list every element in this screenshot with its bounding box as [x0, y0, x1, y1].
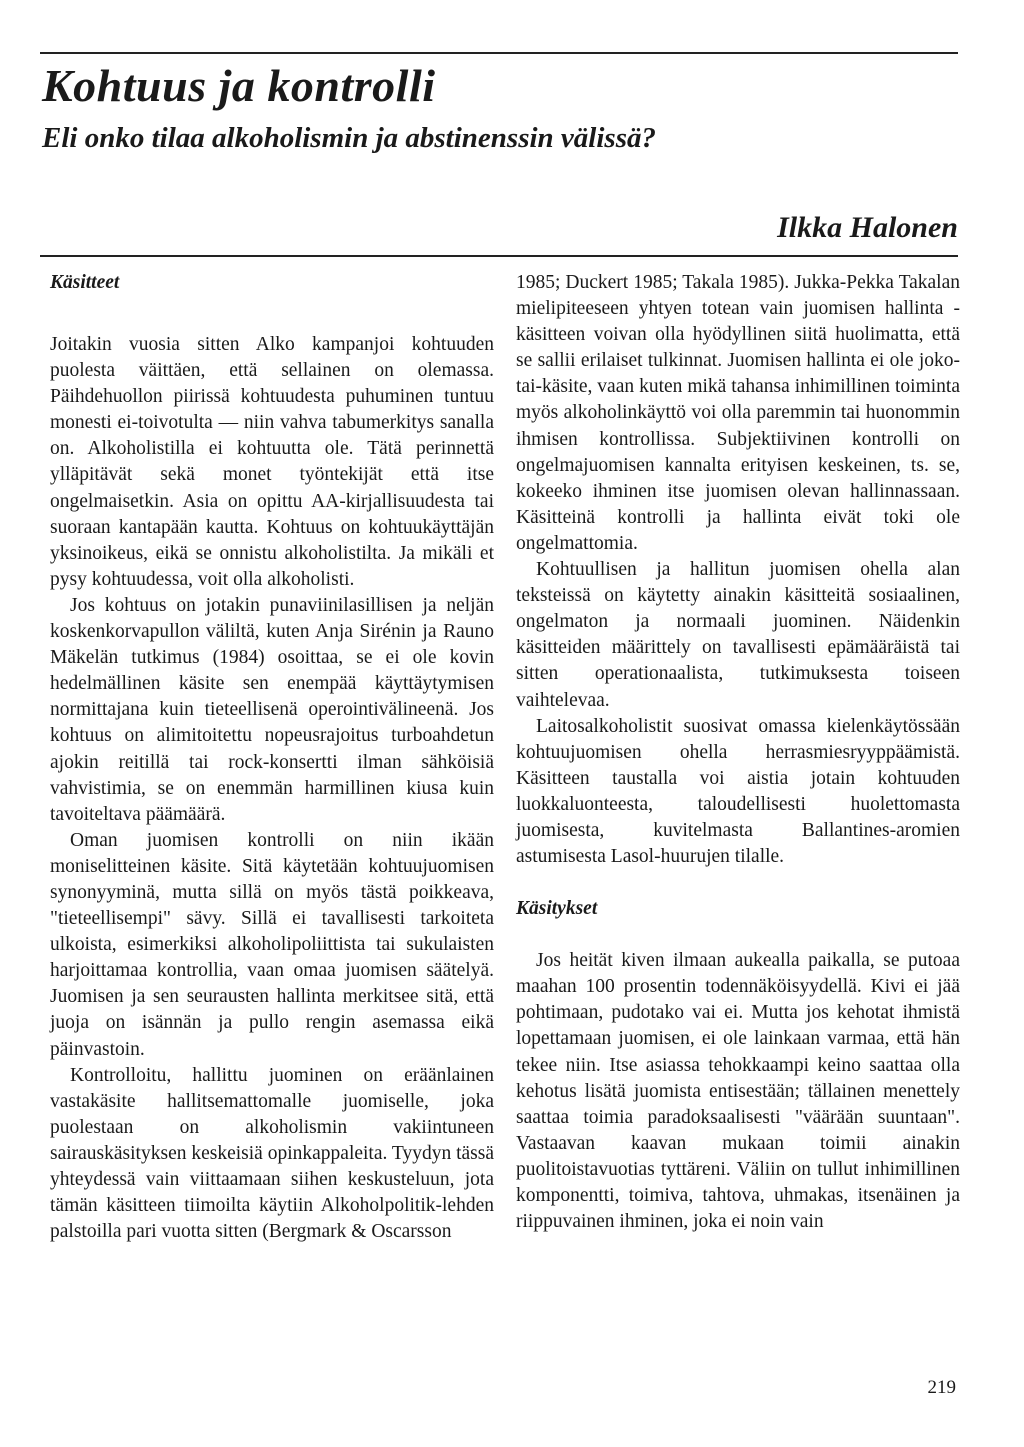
paragraph: Kohtuullisen ja hallitun juomisen ohella alan teksteissä on käytetty ainakin käsitteitä sosiaalinen, ongelmaton ja normaali juominen. Näidenkin käsitteiden määrittely on tavallisesti epämääräistä tai sitten operationaalista, tutkimuksesta toiseen vaihtelevaa.: [516, 559, 960, 711]
header-rule: [40, 255, 958, 257]
section-heading-kasitykset: Käsitykset: [516, 898, 598, 920]
paragraph: Joitakin vuosia sitten Alko kampanjoi kohtuuden puolesta väittäen, että sellainen on olemassa. Päihdehuollon piirissä kohtuudesta puhuminen tuntuu monesti ei-toivotulta — niin vahva tabumerkitys sanalla on. Alkoholistilla ei kohtuutta ole. Tätä perinnettä ylläpitävät sekä monet työntekijät että itse ongelmaisetkin. Asia on opittu AA-kirjallisuudesta tai suoraan kantapään kautta. Kohtuus on kohtuukäyttäjän yksinoikeus, eikä se onnistu alkoholistilta. Ja mikäli et pysy kohtuudessa, voit olla alkoholisti.: [50, 334, 494, 590]
paragraph: Jos heität kiven ilmaan aukealla paikalla, se putoaa maahan 100 prosentin todennäköisyydellä. Kivi ei jää pohtimaan, pudotako vai ei. Mutta jos kehotat ihmistä lopettamaan juomisen, ei ole lainkaan varmaa, että hän tekee niin. Itse asiassa tehokkaampi keino saattaa olla kehotus lisätä juomista entisestään; tällainen menettely saattaa toimia paradoksaalisesti "väärään suuntaan". Vastaavan kaavan mukaan toimii ainakin puolitoistavuotias tyttäreni. Väliin on tullut inhimillinen komponentti, toimiva, tahtova, uhmakas, itsenäinen ja riippuvainen ihminen, joka ei noin vain: [516, 950, 960, 1233]
paragraph: Kontrolloitu, hallittu juominen on eräänlainen vastakäsite hallitsemattomalle juomiselle, joka puolestaan on alkoholismin vakiintuneen sairauskäsityksen keskeisiä opinkappaleita. Tyydyn tässä yhteydessä vain viittaamaan siihen keskusteluun, jota tämän käsitteen tiimoilta käytiin Alkoholpolitik-lehden palstoilla pari vuotta sitten (Bergmark & Oscarsson: [50, 1064, 494, 1243]
article-subtitle: Eli onko tilaa alkoholismin ja abstinenssin välissä?: [42, 122, 656, 154]
page-number: 219: [927, 1377, 956, 1398]
author-name: Ilkka Halonen: [777, 211, 958, 244]
paragraph: 1985; Duckert 1985; Takala 1985). Jukka-Pekka Takalan mielipiteeseen yhtyen totean vain juomisen hallinta -käsitteen voivan olla hyödyllinen siitä huolimatta, että se sallii erilaiset tulkinnat. Juomisen hallinta ei ole joko-tai-käsite, vaan kuten mikä tahansa inhimillinen toiminta myös alkoholinkäyttö voi olla paremmin tai huonommin ihmisen kontrollissa. Subjektiivinen kontrolli on ongelmajuomisen kannalta erityisen keskeinen, ts. se, kokeeko ihminen itse juomisen olevan hallinnassaan. Käsitteinä kontrolli ja hallinta eivät toki ole ongelmattomia.: [516, 272, 960, 554]
paragraph: Laitosalkoholistit suosivat omassa kielenkäytössään kohtuujuomisen ohella herrasmiesryyppäämistä. Käsitteen taustalla voi aistia jotain kohtuuden luokkaluonteesta, taloudellisesti huolettomasta juomisesta, kuvitelmasta Ballantines-aromien astumisesta Lasol-huurujen tilalle.: [516, 715, 960, 868]
paragraph: Jos kohtuus on jotakin punaviinilasillisen ja neljän koskenkorvapullon väliltä, kuten Anja Sirénin ja Rauno Mäkelän tutkimus (1984) osoittaa, se ei ole kovin hedelmällinen käsite sen enempää käyttäytymisen normittajana kuin tieteellisenä operointivälineenä. Jos kohtuus on alimitoitettu nopeusrajoitus turboahdetun ajokin reitillä tai rock-konsertti ilman sähköisiä vahvistimia, se on enemmän harmillinen kiusa kuin tavoiteltava päämäärä.: [50, 594, 494, 825]
right-column: [516, 270, 960, 1235]
paragraph: Oman juomisen kontrolli on niin ikään moniselitteinen käsite. Sitä käytetään kohtuujuomisen synonyyminä, mutta sillä on myös tästä poikkeava, "tieteellisempi" sävy. Sillä ei tavallisesti tarkoiteta ulkoista, esimerkiksi alkoholipoliittista tai sukulaisten harjoittamaa kontrollia, vaan omaa juomisen säätelyä. Juomisen ja sen seurausten hallinta merkitsee sitä, että juoja on isännän ja pullo rengin asemassa eikä päinvastoin.: [50, 829, 494, 1060]
left-column: [50, 270, 494, 1245]
top-rule: [40, 52, 958, 54]
article-title: Kohtuus ja kontrolli: [42, 60, 436, 111]
section-heading-kasitteet: Käsitteet: [50, 272, 120, 293]
